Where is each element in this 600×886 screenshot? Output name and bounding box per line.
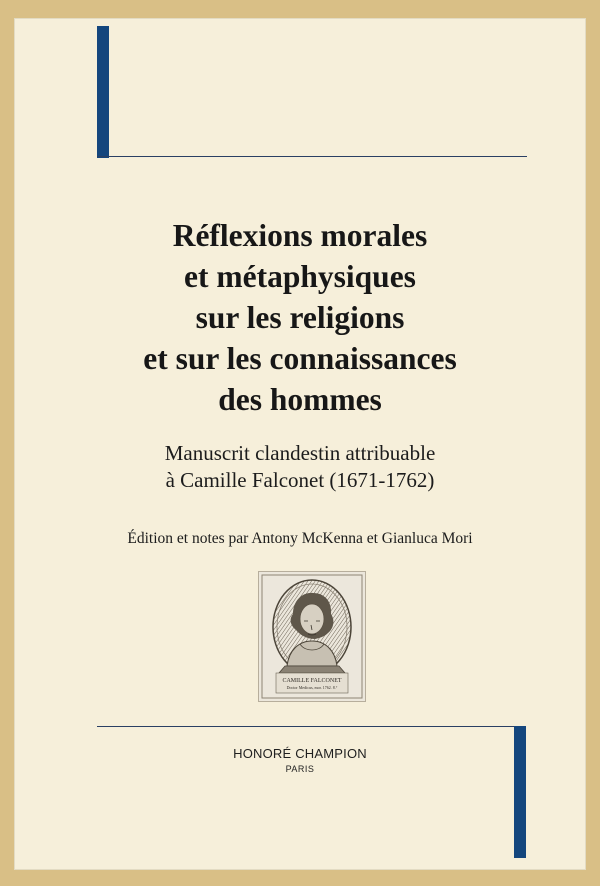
portrait-caption: CAMILLE FALCONET — [282, 678, 342, 684]
bottom-rule — [97, 726, 522, 727]
title-line: Réflexions morales — [172, 218, 428, 253]
subtitle-line: à Camille Falconet (1671-1762) — [165, 468, 435, 492]
title-line: et métaphysiques — [184, 259, 416, 294]
subtitle-line: Manuscrit clandestin attribuable — [164, 441, 436, 465]
publisher-place: PARIS — [285, 764, 315, 774]
portrait-engraving — [258, 571, 366, 702]
book-cover — [14, 18, 586, 870]
title-line: sur les religions — [195, 300, 405, 335]
publisher-name: HONORÉ CHAMPION — [233, 746, 367, 761]
editors-credit: Édition et notes par Antony McKenna et Gianluca Mori — [127, 530, 473, 547]
book-title — [14, 215, 586, 420]
top-left-blue-bar — [97, 26, 109, 158]
book-subtitle — [14, 440, 586, 494]
title-line: et sur les connaissances — [143, 341, 457, 376]
title-line: des hommes — [218, 382, 382, 417]
top-rule — [97, 156, 527, 157]
portrait-subcaption: Doctor Medicus, mor. 1762. 8.° — [286, 685, 338, 690]
